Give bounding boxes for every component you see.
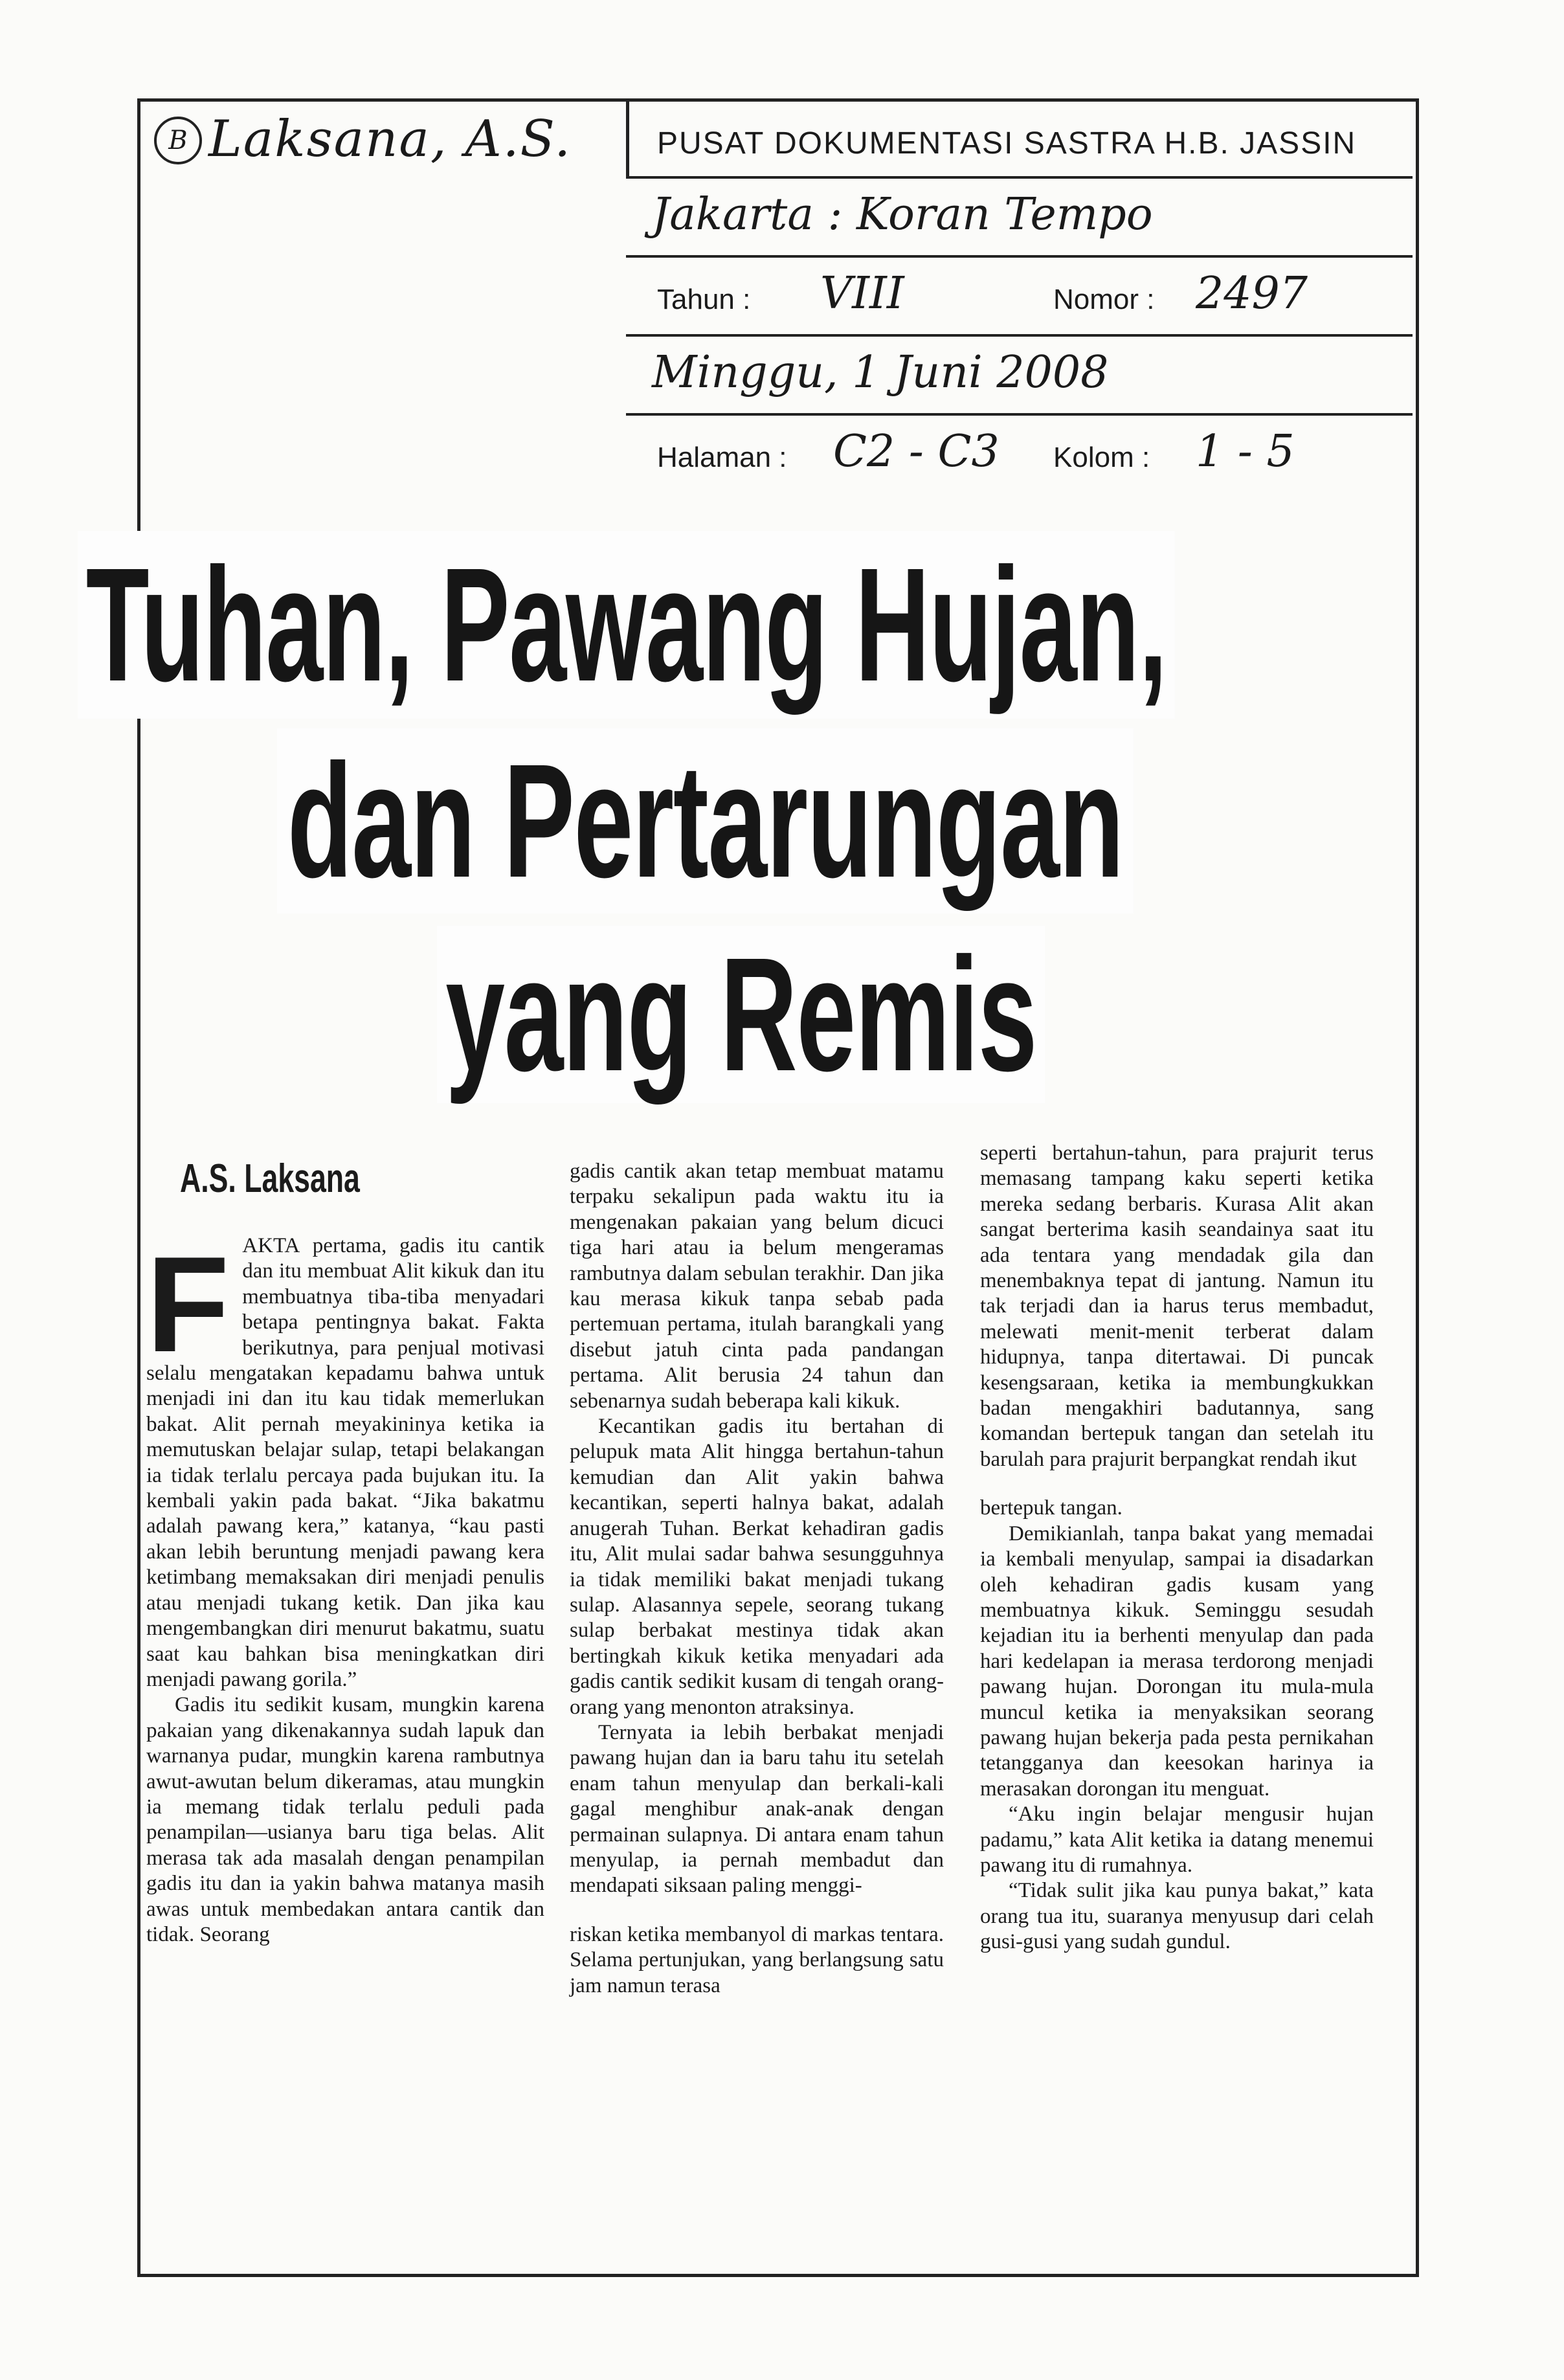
nomor-label: Nomor : [1053, 284, 1155, 315]
halaman-value: C2 - C3 [833, 426, 1000, 477]
headline-line-3: yang Remis [437, 926, 1045, 1103]
paragraph: bertepuk tangan. [980, 1496, 1123, 1520]
paragraph: Demikianlah, tanpa bakat yang memadai ia kembali menyulap, sampai ia disadarkan oleh kehadiran gadis kusam yang membuatnya kikuk. Seminggu sesudah kejadian itu ia berhenti menyulap dan pada hari kedelapan ia merasa terdorong menjadi pawang hujan. Dorongan itu mula-mula muncul ketika ia menyaksikan seorang pawang hujan bekerja pada pesta pernikahan tetangganya dan keesokan harinya ia merasakan dorongan itu menguat. [980, 1521, 1374, 1801]
paragraph: Kecantikan gadis itu bertahan di pelupuk mata Alit hingga bertahun-tahun kemudian dan Alit yakin bahwa kecantikan, seperti halnya bakat, adalah anugerah Tuhan. Berkat kehadiran gadis itu, Alit mulai sadar bahwa sesungguhnya ia tidak memiliki bakat menjadi tukang sulap. Alasannya sepele, seorang tukang sulap berbakat mestinya tidak akan bertingkah kikuk ketika menyadari ada gadis cantik sedikit kusam di tengah orang-orang yang menonton atraksinya. [570, 1415, 944, 1719]
meta-row-date [626, 337, 1413, 416]
kolom-label: Kolom : [1053, 442, 1150, 473]
archive-circle-mark: B [154, 117, 202, 164]
source-handwritten: Jakarta : Koran Tempo [652, 189, 1153, 240]
halaman-label: Halaman : [657, 442, 787, 473]
tahun-value: VIII [820, 268, 904, 319]
paragraph: “Aku ingin belajar mengusir hujan padamu,” kata Alit ketika ia datang menemui pawang itu di rumahnya. [980, 1802, 1374, 1877]
paragraph: seperti bertahun-tahun, para prajurit terus memasang tampang kaku seperti ketika mereka sedang berbaris. Kurasa Alit akan sangat berterima kasih seandainya saat itu ada tentara yang mendadak gila dan menembaknya tepat di jantung. Namun itu tak terjadi dan ia harus terus membadut, melewati menit-menit terberat dalam hidupnya, tanpa ditertawai. Di puncak kesengsaraan, ketika ia membungkukkan badan mengakhiri badutannya, sang komandan bertepuk tangan dan setelah itu barulah para prajurit berpangkat rendah ikut [980, 1141, 1374, 1471]
archive-label-box [137, 98, 629, 176]
article-column-3 [980, 1141, 1374, 2248]
date-handwritten: Minggu, 1 Juni 2008 [652, 347, 1109, 398]
paragraph: “Tidak sulit jika kau punya bakat,” kata orang tua itu, suaranya menyusup dari celah gusi-gusi yang sudah gundul. [980, 1879, 1374, 1954]
byline: A.S. Laksana [180, 1156, 360, 1201]
nomor-value: 2497 [1196, 268, 1308, 319]
meta-row-halaman-kolom [626, 416, 1413, 492]
paragraph [146, 1228, 544, 1692]
archive-metadata-table [626, 98, 1413, 487]
lead-word: AKTA [242, 1234, 300, 1257]
kolom-value: 1 - 5 [1196, 426, 1295, 477]
tahun-label: Tahun : [657, 284, 751, 315]
headline-line-1: Tuhan, Pawang Hujan, [78, 531, 1175, 719]
meta-row-tahun-nomor [626, 258, 1413, 337]
paragraph-text: pertama, gadis itu cantik dan itu membuat Alit kikuk dan itu membuatnya tiba-tiba menyadari betapa pentingnya bakat. Fakta berikutnya, para penjual motivasi selalu mengatakan kepadamu bahwa untuk menjadi ini dan itu kau tidak memerlukan bakat. Alit pernah meyakininya ketika ia memutuskan belajar sulap, tetapi belakangan ia tidak terlalu percaya pada bujukan itu. Ia kembali yakin pada bakat. “Jika bakatmu adalah pawang kera,” katanya, “kau pasti akan lebih beruntung menjadi pawang kera ketimbang memaksakan diri menjadi penulis atau menjadi tukang ketik. Dan jika kau mengembangkan diri menurut bakatmu, suatu saat kau bahkan bisa meningkatkan diri menjadi pawang gorila.” [146, 1234, 544, 1691]
paragraph: riskan ketika membanyol di markas tentara. Selama pertunjukan, yang berlangsung satu jam namun terasa [570, 1922, 944, 1997]
paragraph: gadis cantik akan tetap membuat matamu terpaku sekalipun pada waktu itu ia mengenakan pakaian yang belum dicuci tiga hari atau ia belum mengeramas rambutnya dalam sebulan terakhir. Dan jika kau merasa kikuk tanpa sebab pada pertemuan pertama, itulah barangkali yang disebut jatuh cinta pada pandangan pertama. Alit berusia 24 tahun dan sebenarnya sudah beberapa kali kikuk. [570, 1160, 944, 1413]
article-column-1 [146, 1228, 544, 2230]
headline-line-2: dan Pertarungan [277, 728, 1134, 914]
drop-cap: F [146, 1228, 230, 1380]
article-column-2 [570, 1159, 944, 2234]
archive-org-title: PUSAT DOKUMENTASI SASTRA H.B. JASSIN [657, 126, 1357, 161]
paragraph: Gadis itu sedikit kusam, mungkin karena pakaian yang dikenakannya sudah lapuk dan warnanya pudar, mungkin karena rambutnya awut-awutan belum dikeramas, atau mungkin ia memang tidak terlalu peduli pada penampilan—usianya baru tiga belas. Alit merasa tak ada masalah dengan penampilan gadis itu dan ia yakin bahwa matanya masih awas untuk membedakan antara cantik dan tidak. Seorang [146, 1693, 544, 1946]
meta-row-org [626, 98, 1413, 179]
paragraph: Ternyata ia lebih berbakat menjadi pawang hujan dan ia baru tahu itu setelah enam tahun menyulap dan berkali-kali gagal menghibur anak-anak dengan permainan sulapnya. Di antara enam tahun menyulap, ia pernah membadut dan mendapati siksaan paling menggi- [570, 1720, 944, 1898]
meta-row-source [626, 179, 1413, 258]
author-handwritten: Laksana, A.S. [208, 110, 572, 168]
